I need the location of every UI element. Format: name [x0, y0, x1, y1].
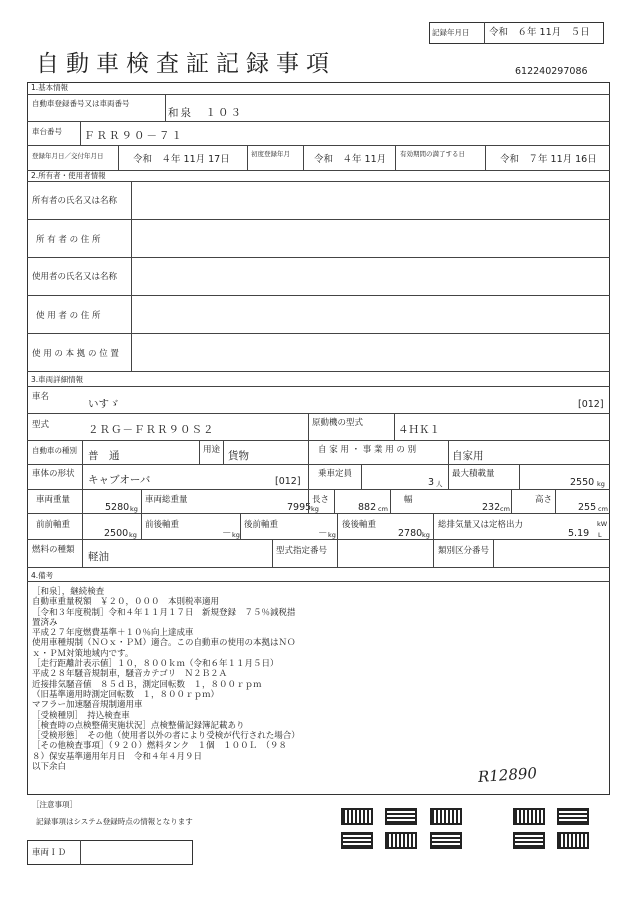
qr-code [513, 832, 545, 849]
private-label: 自 家 用 ・ 事 業 用 の 別 [318, 445, 417, 455]
displacement-l-unit: L [598, 531, 602, 539]
ff-axle-value: 2500 [104, 528, 129, 539]
handwritten-signature: R12890 [477, 763, 538, 787]
remarks-list [32, 585, 362, 773]
fuel-value: 軽油 [88, 551, 109, 563]
use-value: 貨物 [228, 450, 249, 462]
rr-axle-unit: kg [422, 531, 430, 539]
max-load-value: 2550 [570, 477, 595, 488]
capacity-label: 乗車定員 [318, 469, 353, 479]
max-load-label: 最大積載量 [452, 469, 495, 479]
qr-code [341, 808, 373, 825]
chassis-value: ＦＲＲ９０－７１ [84, 130, 184, 142]
remarks-line: ［受検種別］ 持込検査車 [32, 710, 130, 721]
remarks-line: （旧基準適用時測定回転数 １，８００ｒｐｍ） [32, 689, 220, 700]
width-unit: cm [500, 505, 510, 513]
maker-label: 車名 [32, 392, 50, 402]
remarks-line: 使用車種規制（ＮＯｘ・ＰＭ）適合。この自動車の使用の本拠はＮＯ [32, 638, 296, 649]
section-remarks-label: 4.備考 [31, 571, 54, 580]
weight-value: 5280 [105, 502, 130, 513]
displacement-value: 5.19 [568, 528, 590, 539]
section-basic-label: 1.基本情報 [31, 83, 69, 92]
fr-axle-value: － [222, 528, 232, 539]
section-vehicle-label: 3.車両詳細情報 [31, 375, 84, 384]
class-label: 類別区分番号 [438, 546, 490, 556]
owner-address-label: 所 有 者 の 住 所 [36, 235, 101, 245]
gross-unit: kg [311, 505, 319, 513]
fr-axle-unit: kg [232, 531, 240, 539]
engine-label: 原動機の型式 [312, 418, 364, 428]
qr-code [430, 832, 462, 849]
remarks-line: 平成２７年度燃費基準＋１０％向上達成車 [32, 628, 194, 639]
displacement-kw-unit: kW [597, 520, 608, 528]
model-value: ２ＲＧ－ＦＲＲ９０Ｓ２ [88, 424, 215, 436]
rr-axle-value: 2780 [398, 528, 423, 539]
remarks-line: 平成２８年騒音規制車，騒音カテゴリ Ｎ２Ｂ２Ａ [32, 669, 228, 680]
weight-unit: kg [130, 505, 138, 513]
first-reg-label: 初度登録年月 [251, 150, 290, 158]
width-value: 232 [482, 502, 501, 513]
remarks-line: ｘ・ＰＭ対策地域内です。 [32, 648, 134, 659]
max-load-unit: kg [597, 480, 605, 488]
owner-name-label: 所有者の氏名又は名称 [32, 196, 118, 206]
gross-value: 7995 [287, 502, 312, 513]
height-unit: cm [598, 505, 608, 513]
remarks-line: ［受検形態］ その他（使用者以外の者により受検が代行された場合） [32, 731, 300, 742]
remarks-line: 以下余白 [32, 762, 67, 773]
height-label: 高さ [535, 495, 553, 505]
maker-value: いすゞ [88, 398, 120, 410]
qr-code [513, 808, 545, 825]
notes-heading: ［注意事項］ [32, 800, 77, 809]
weight-label: 車両重量 [36, 495, 71, 505]
body-label: 車体の形状 [32, 469, 75, 479]
notes-line: 記録事項はシステム登録時点の情報となります [36, 817, 193, 826]
ff-axle-label: 前前軸重 [36, 520, 71, 530]
vehicle-id-label: 車両ＩＤ [32, 848, 67, 858]
rf-axle-value: － [318, 528, 328, 539]
remarks-line: ［令和３年度税制］令和４年１１月１７日 新規登録 ７５％減税措 [32, 607, 296, 618]
remarks-line: マフラー加速騒音規制適用車 [32, 700, 143, 711]
type-spec-label: 型式指定番号 [276, 546, 328, 556]
use-label: 用途 [203, 445, 221, 455]
base-location-label: 使 用 の 本 拠 の 位 置 [32, 349, 119, 359]
remarks-line: ８）保安基準適用年月日 令和４年４月９日 [32, 751, 203, 762]
qr-code [341, 832, 373, 849]
expiry-value: 令和 ７年 11月 16日 [500, 154, 597, 165]
document-title: 自動車検査証記録事項 [36, 51, 336, 77]
qr-code [385, 808, 417, 825]
expiry-label: 有効期間の満了する日 [400, 150, 465, 158]
section-owner-label: 2.所有者・使用者情報 [31, 171, 106, 180]
kind-value: 普 通 [88, 450, 120, 462]
qr-code [385, 832, 417, 849]
reg-date-value: 令和 ４年 11月 17日 [133, 154, 230, 165]
width-label: 幅 [404, 495, 413, 505]
record-date-value: 令和 ６年 11月 ５日 [489, 27, 590, 38]
capacity-unit: 人 [436, 480, 443, 488]
remarks-line: 置済み [32, 617, 58, 628]
rr-axle-label: 後後軸重 [342, 520, 377, 530]
height-value: 255 [578, 502, 597, 513]
chassis-label: 車台番号 [32, 127, 62, 136]
body-code: [012] [275, 476, 301, 487]
kind-label: 自動車の種別 [32, 446, 77, 455]
remarks-line: 自動車重量税額 ￥２０，０００ 本則税率適用 [32, 597, 220, 608]
gross-label: 車両総重量 [145, 495, 188, 505]
document-number: 612240297086 [515, 66, 588, 77]
reg-date-label: 登録年月日／交付年月日 [32, 152, 104, 160]
remarks-line: ［その他検査事項］（９２０）燃料タンク １個 １００Ｌ （９８ [32, 741, 287, 752]
displacement-label: 総排気量又は定格出力 [438, 520, 524, 530]
remarks-line: ［和泉］，継続検査 [32, 587, 105, 597]
record-date-label: 記録年月日 [432, 28, 470, 37]
body-value: キャブオーバ [88, 474, 151, 486]
length-value: 882 [358, 502, 377, 513]
qr-code [557, 832, 589, 849]
user-address-label: 使 用 者 の 住 所 [36, 311, 101, 321]
model-label: 型式 [32, 420, 50, 430]
remarks-line: 近接排気騒音値 ８５ｄＢ，測定回転数 １，８００ｒｐｍ [32, 679, 262, 690]
ff-axle-unit: kg [129, 531, 137, 539]
capacity-value: 3 [428, 477, 435, 488]
remarks-line: ［走行距離計表示値］１０，８００ｋｍ（令和６年１１月５日） [32, 659, 279, 670]
reg-no-value: 和泉 １０３ [168, 107, 243, 119]
reg-no-label: 自動車登録番号又は車両番号 [32, 99, 130, 108]
qr-code [557, 808, 589, 825]
length-unit: cm [378, 505, 388, 513]
length-label: 長さ [312, 495, 330, 505]
user-name-label: 使用者の氏名又は名称 [32, 272, 118, 282]
remarks-line: ［検査時の点検整備実施状況］点検整備記録簿記載あり [32, 720, 245, 731]
fuel-label: 燃料の種類 [32, 545, 75, 555]
rf-axle-unit: kg [328, 531, 336, 539]
rf-axle-label: 後前軸重 [244, 520, 279, 530]
qr-code [430, 808, 462, 825]
private-value: 自家用 [452, 450, 484, 462]
maker-code: [012] [578, 399, 604, 410]
first-reg-value: 令和 ４年 11月 [314, 154, 387, 165]
engine-value: ４ＨＫ１ [398, 424, 440, 436]
fr-axle-label: 前後軸重 [145, 520, 180, 530]
